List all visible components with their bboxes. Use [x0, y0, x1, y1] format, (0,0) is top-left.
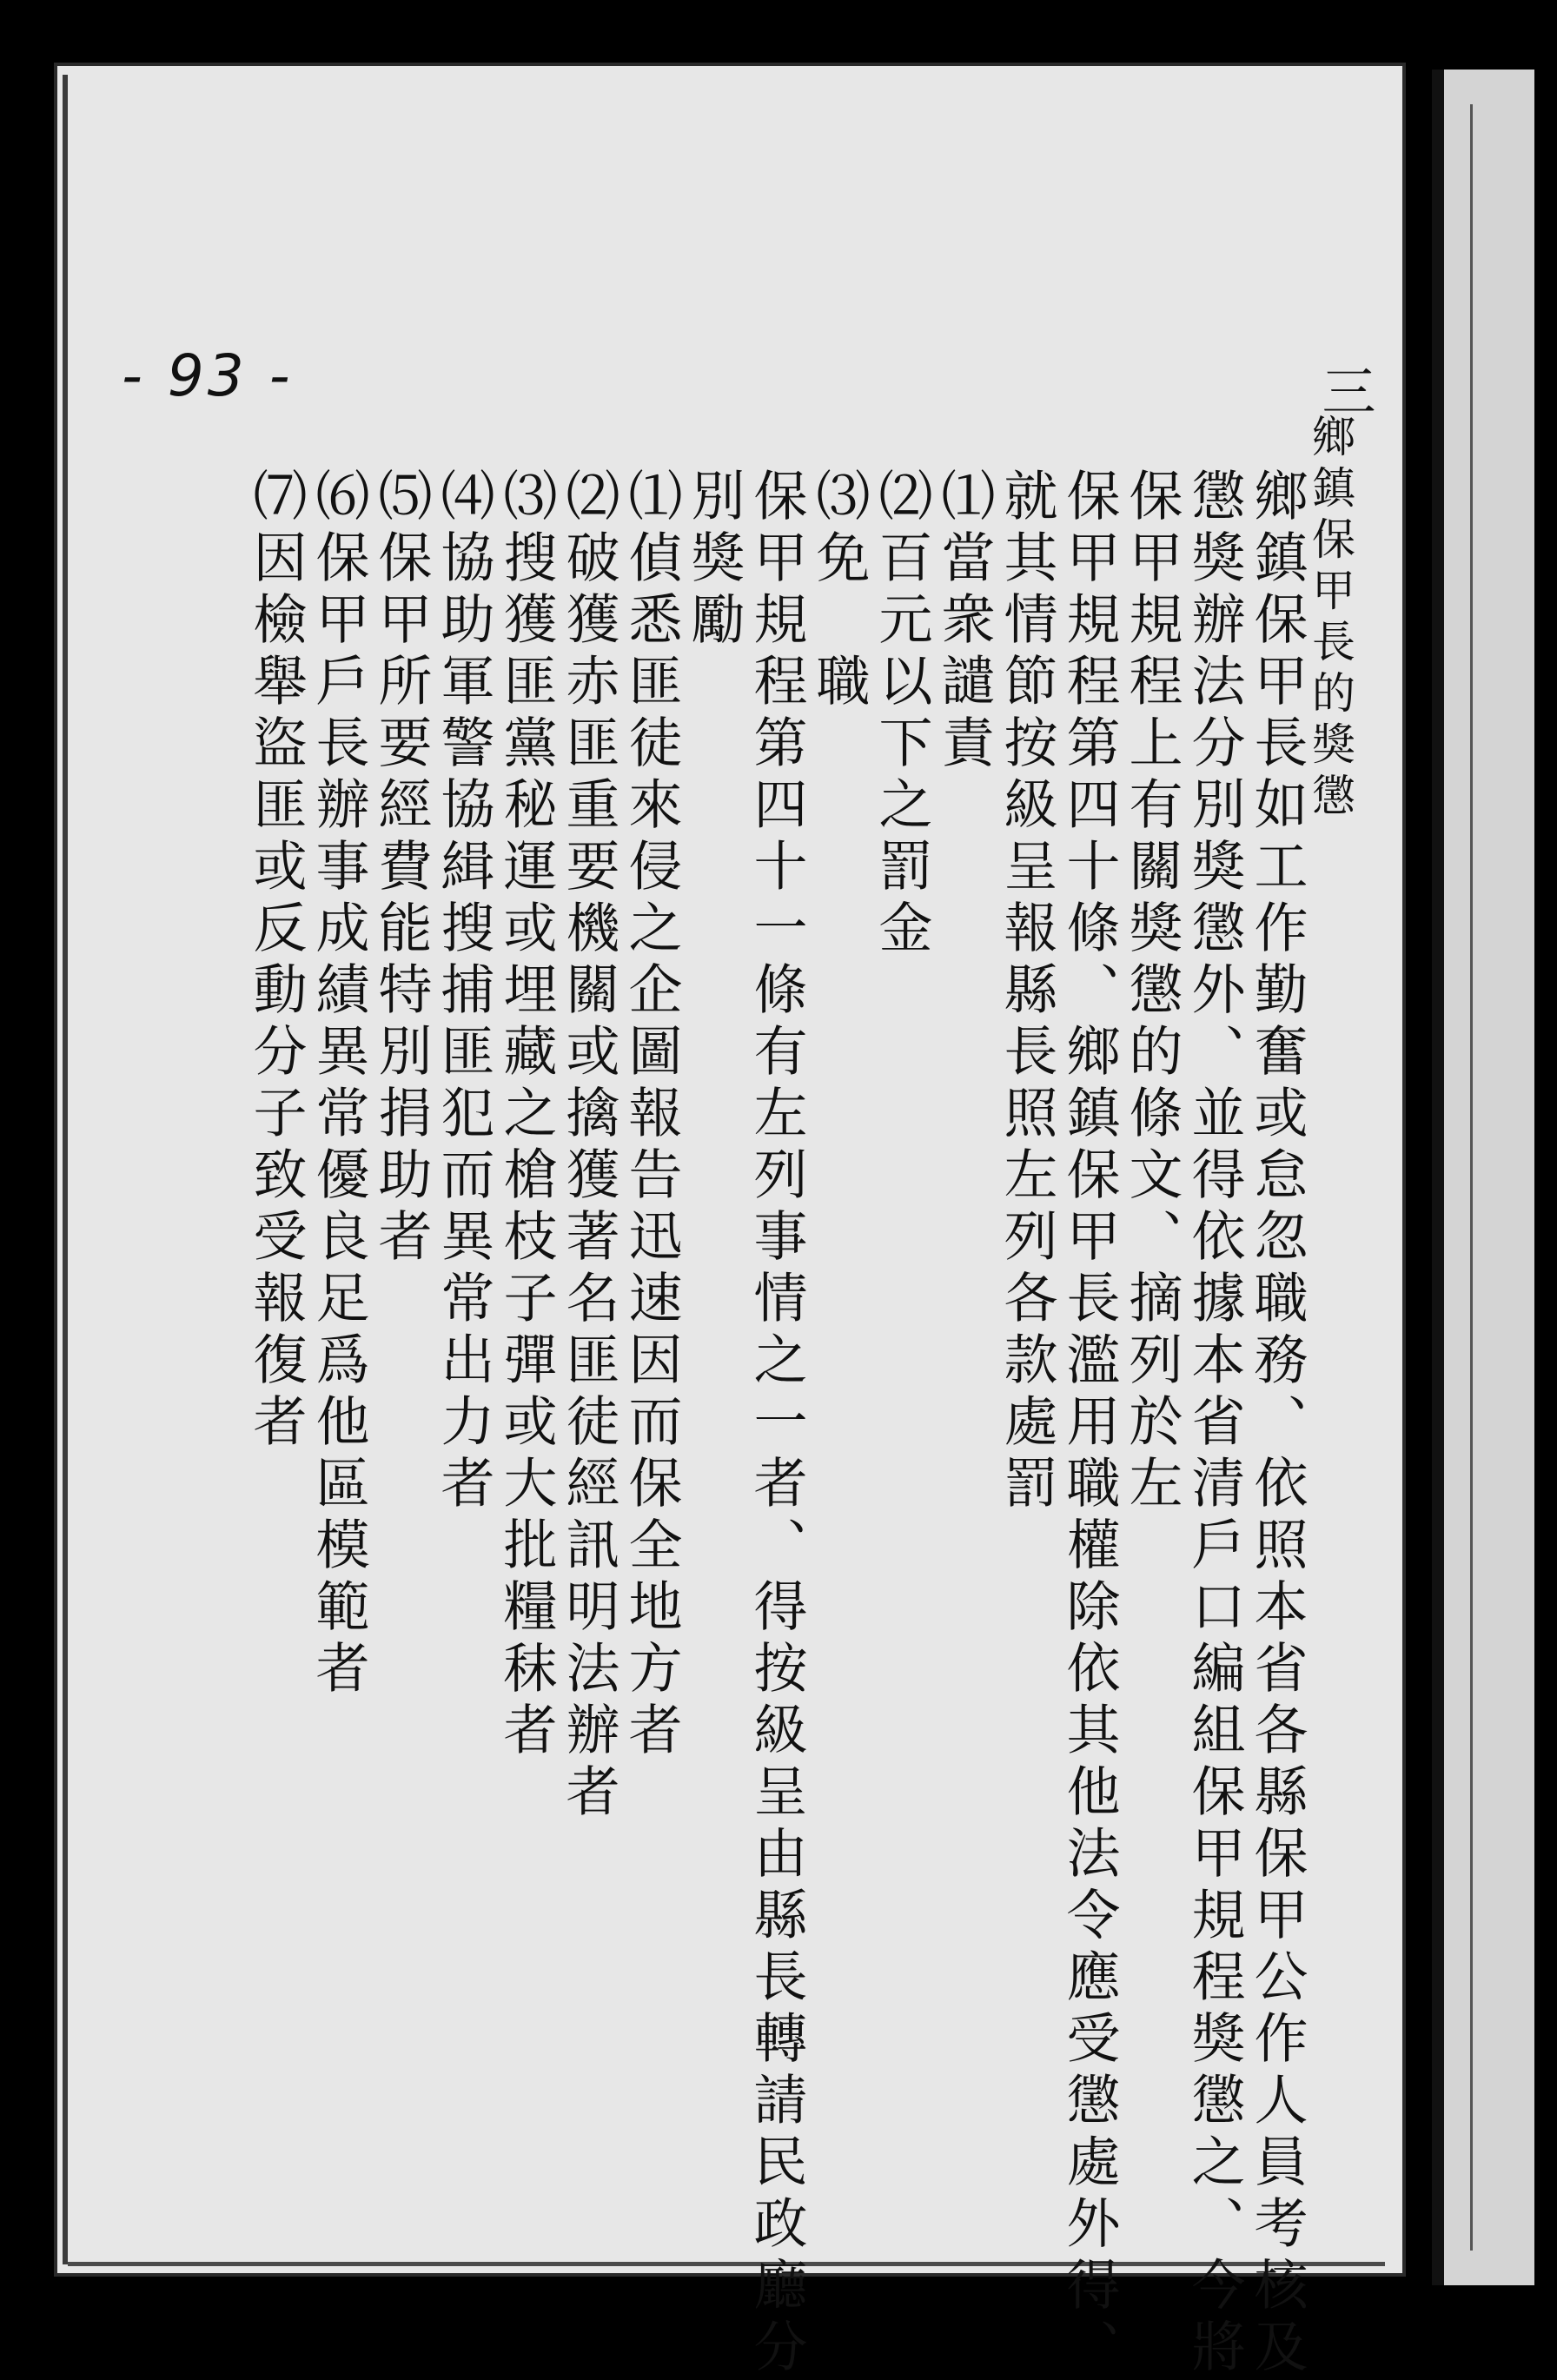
text-column: 保甲規程上有關獎懲的條文、摘列於左 [1120, 467, 1183, 1516]
text-column: 就其情節按級呈報縣長照左列各款處罰 [995, 467, 1058, 1516]
list-item: ⑴偵悉匪徒來侵之企圖報告迅速因而保全地方者 [619, 467, 683, 1763]
text-column: 保甲規程第四十條、鄉鎮保甲長濫用職權除依其他法令應受懲處外得、 [1057, 467, 1121, 2380]
list-item: ⑶搜獲匪黨秘運或埋藏之槍枝子彈或大批糧秣者 [494, 467, 558, 1763]
list-item: ⑺因檢舉盜匪或反動分子致受報復者 [244, 467, 308, 1455]
list-item: ⑹保甲戶長辦事成績異常優良足爲他區模範者 [307, 467, 370, 1701]
text-column: 鄉鎮保甲長如工作勤奮或怠忽職務、依照本省各縣保甲公作人員考核及 [1245, 467, 1309, 2380]
list-item: ⑵破獲赤匪重要機關或擒獲著名匪徒經訊明法辦者 [557, 467, 620, 1825]
section-number: 三 [1313, 363, 1376, 425]
page-number: - 93 - [122, 342, 294, 409]
text-column: 懲獎辦法分別獎懲外、並得依據本省清戶口編組保甲規程獎懲之、今將 [1183, 467, 1246, 2380]
text-column: 保甲規程第四十一條有左列事情之一者、得按級呈由縣長轉請民政廳分 [745, 467, 808, 2380]
section-heading: 鄉鎮保甲長的獎懲 [1305, 414, 1355, 824]
document-page [54, 63, 1406, 2380]
text-column: 別獎勵 [682, 467, 745, 653]
adjacent-page-fold [1470, 104, 1473, 2251]
list-item: ⑸保甲所要經費能特別捐助者 [369, 467, 433, 1270]
text-column: ⑴當衆譴責 [932, 467, 996, 776]
list-item: ⑷協助軍警協緝搜捕匪犯而異常出力者 [432, 467, 495, 1516]
text-column: ⑵百元以下之罰金 [870, 467, 933, 961]
text-column: ⑶免 職 [807, 467, 871, 714]
page-edge-shadow [63, 75, 68, 2264]
adjacent-page-edge [1432, 70, 1534, 2285]
